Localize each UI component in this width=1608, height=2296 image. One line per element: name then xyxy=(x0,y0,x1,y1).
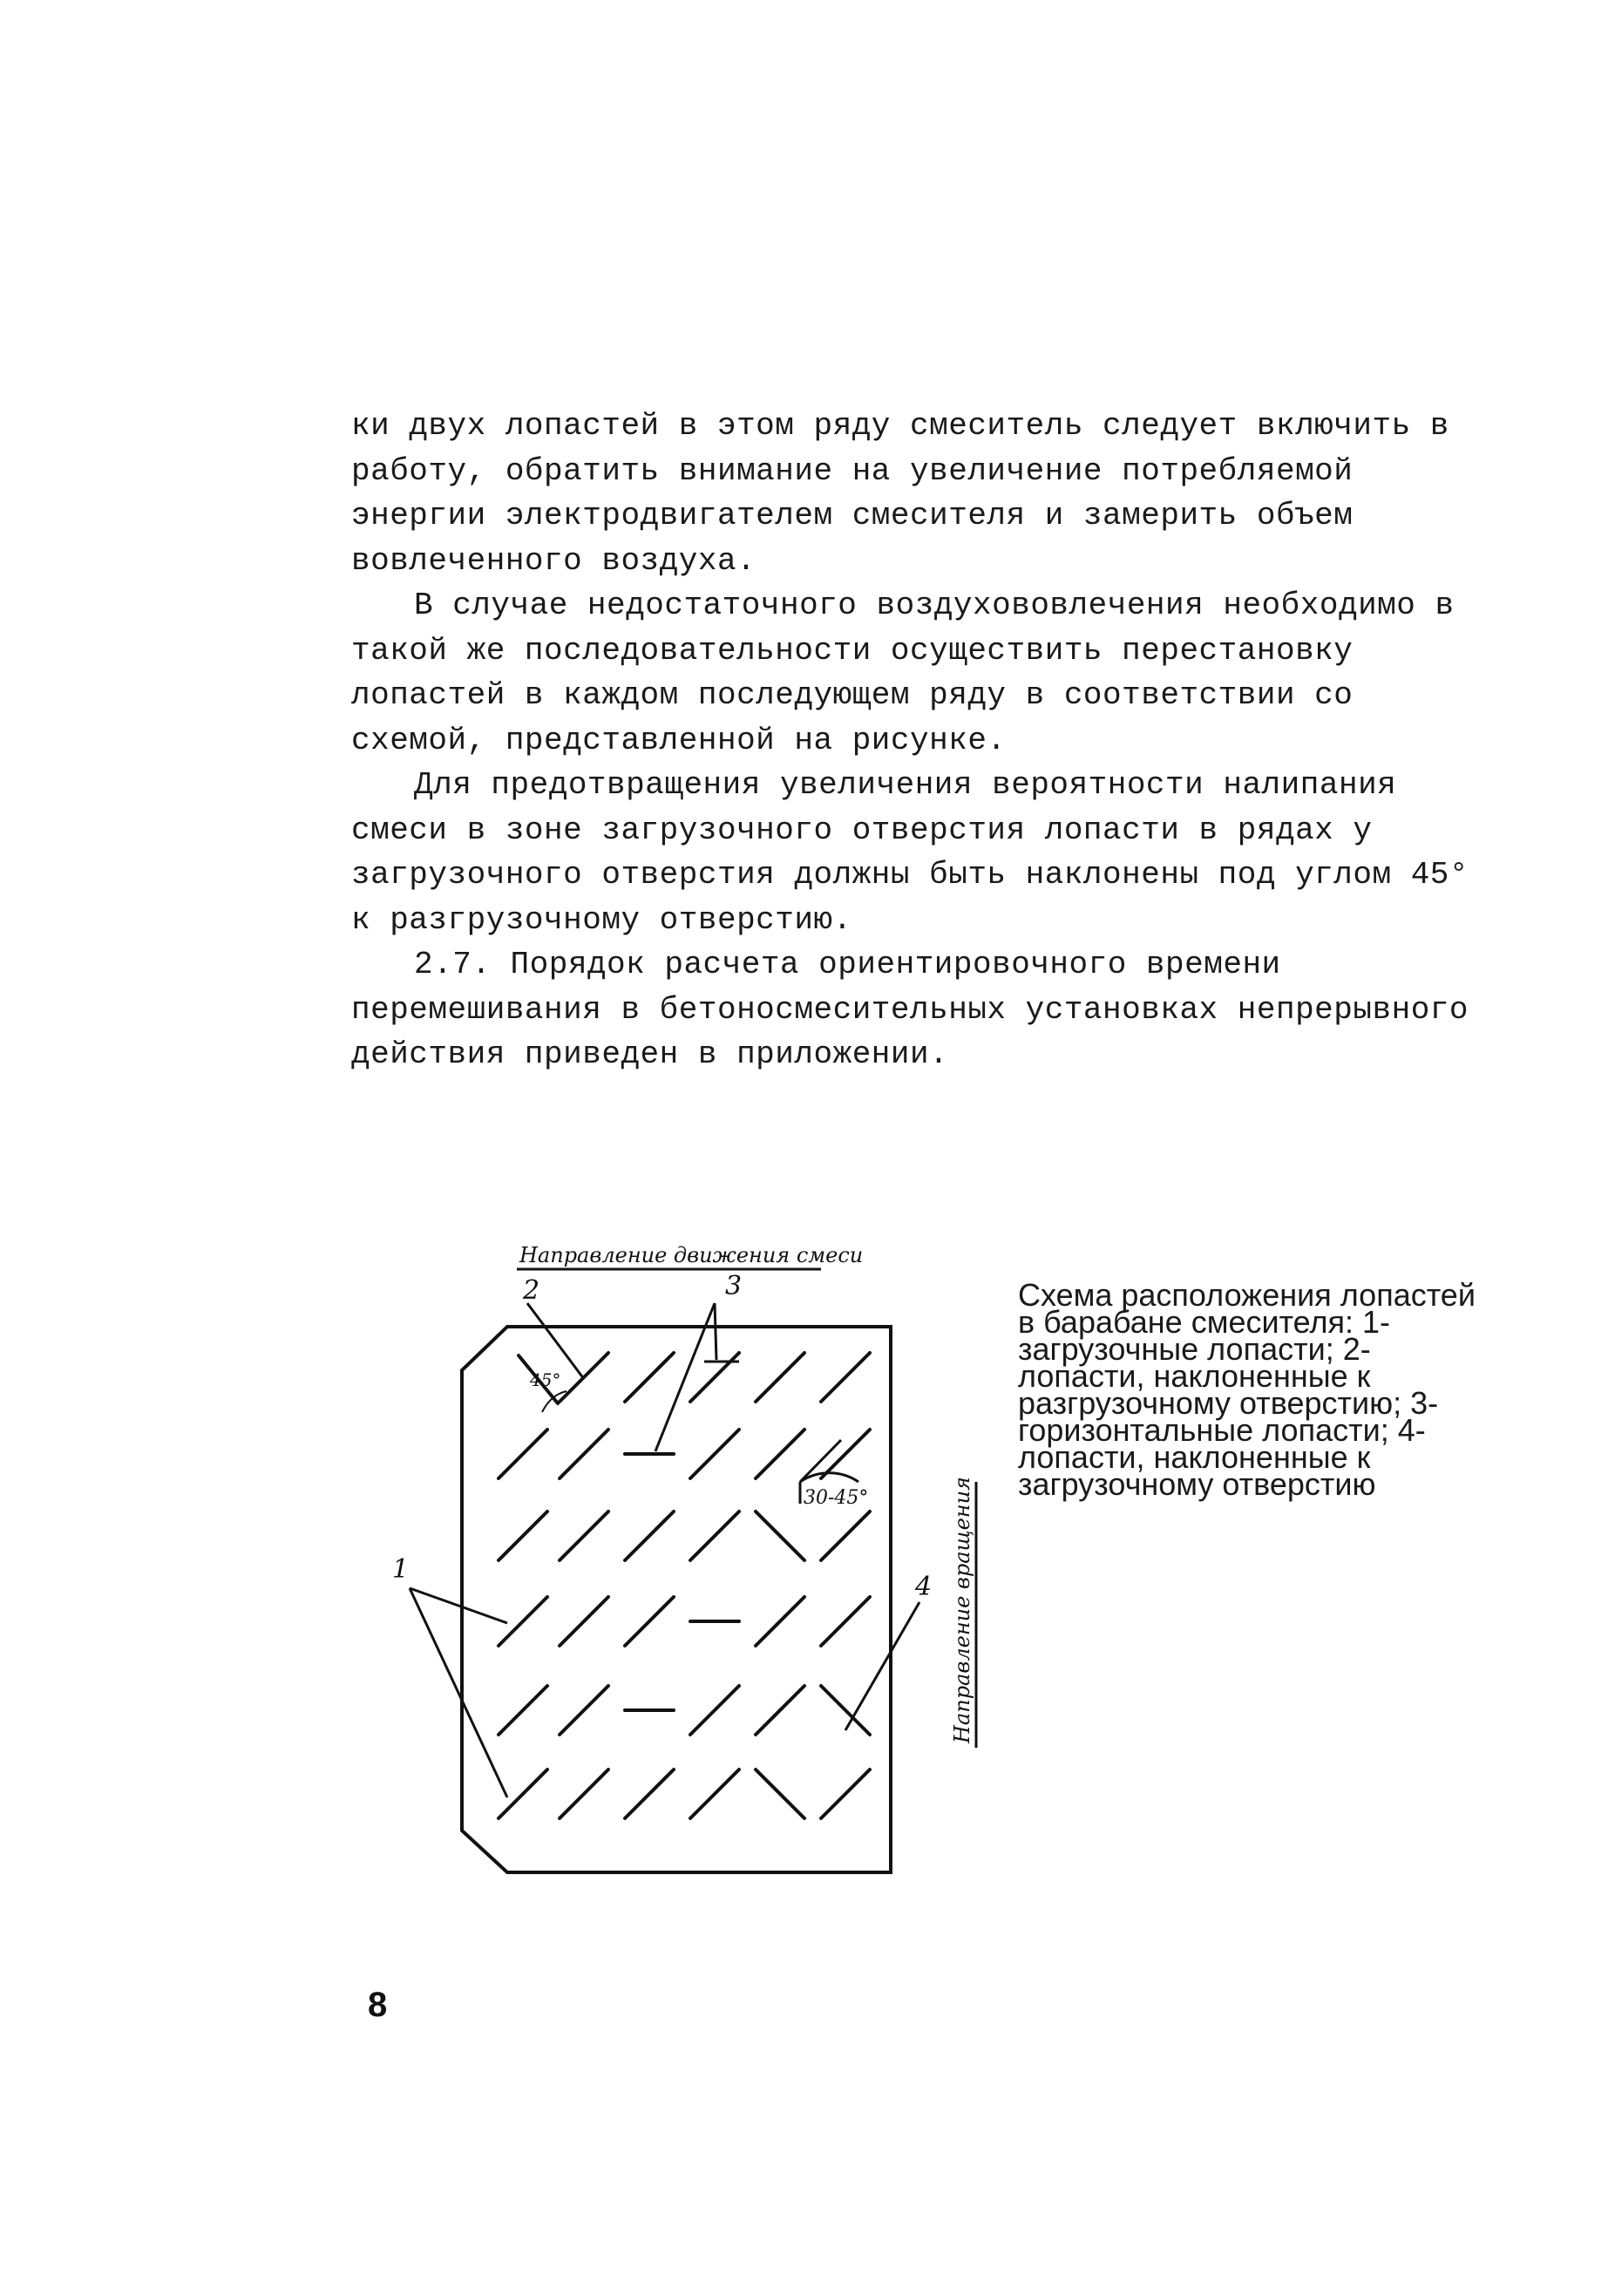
blade xyxy=(821,1353,870,1402)
blade xyxy=(499,1686,547,1735)
blade xyxy=(756,1770,804,1818)
angle-label-30-45: 30-45° xyxy=(804,1487,869,1509)
label-1: 1 xyxy=(392,1554,410,1585)
blade xyxy=(499,1511,547,1560)
angle-label-45: 45° xyxy=(530,1369,561,1390)
label-2: 2 xyxy=(523,1275,540,1306)
blade xyxy=(756,1353,804,1402)
blade xyxy=(756,1597,804,1646)
angle-ray xyxy=(800,1440,841,1482)
blades xyxy=(499,1353,870,1818)
blade xyxy=(560,1770,608,1818)
leader-1b xyxy=(410,1588,507,1797)
leader-4 xyxy=(845,1602,919,1730)
blade xyxy=(625,1770,674,1818)
blade xyxy=(560,1430,608,1478)
label-4: 4 xyxy=(915,1572,933,1602)
blade xyxy=(690,1430,739,1478)
page-number: 8 xyxy=(368,1986,388,2024)
figure-title-top: Направление движения смеси xyxy=(519,1243,864,1267)
blade xyxy=(560,1686,608,1735)
leader-2 xyxy=(527,1303,584,1379)
blade xyxy=(560,1511,608,1560)
blade xyxy=(756,1430,804,1478)
blade xyxy=(625,1597,674,1646)
blade xyxy=(821,1770,870,1818)
blade xyxy=(821,1686,870,1735)
blade xyxy=(690,1770,739,1818)
leader-3a xyxy=(715,1303,716,1360)
figure-title-side: Направление вращения xyxy=(950,1477,974,1743)
blade xyxy=(690,1511,739,1560)
blade xyxy=(560,1597,608,1646)
blade xyxy=(625,1511,674,1560)
blade xyxy=(690,1686,739,1735)
blade xyxy=(690,1353,739,1402)
blade xyxy=(625,1353,674,1402)
blade xyxy=(821,1511,870,1560)
blade xyxy=(756,1686,804,1735)
blade xyxy=(821,1597,870,1646)
label-3: 3 xyxy=(725,1271,743,1301)
paragraph-3: Для предотвращения увеличения вероятности налипания смеси в зоне загрузочного отверстия лопасти в рядах у загрузочного отверстия должны быть наклонены под углом 45° к разгрузочному отверстию. xyxy=(351,767,1469,938)
blade xyxy=(499,1430,547,1478)
blade xyxy=(756,1511,804,1560)
paragraph-4: 2.7. Порядок расчета ориентировочного времени перемешивания в бетоносмесительных установках непрерывного действия приведен в приложении. xyxy=(351,947,1469,1072)
figure-caption: Схема расположения лопастей в барабане смесителя: 1-загрузочные лопасти; 2-лопасти, наклоненные к разгрузочному отверстию; 3-горизонтальные лопасти; 4-лопасти, наклоненные к загрузочному отверстию xyxy=(1018,1277,1476,1502)
paragraph-2: В случае недостаточного воздухововлечения необходимо в такой же последовательности осуществить перестановку лопастей в каждом последующем ряду в соответствии со схемой, представленной на рисунке. xyxy=(351,588,1455,758)
paragraph-1: ки двух лопастей в этом ряду смеситель следует включить в работу, обратить внимание на увеличение потребляемой энергии электродвигателем смесителя и замерить объем вовлеченного воздуха. xyxy=(351,408,1449,579)
